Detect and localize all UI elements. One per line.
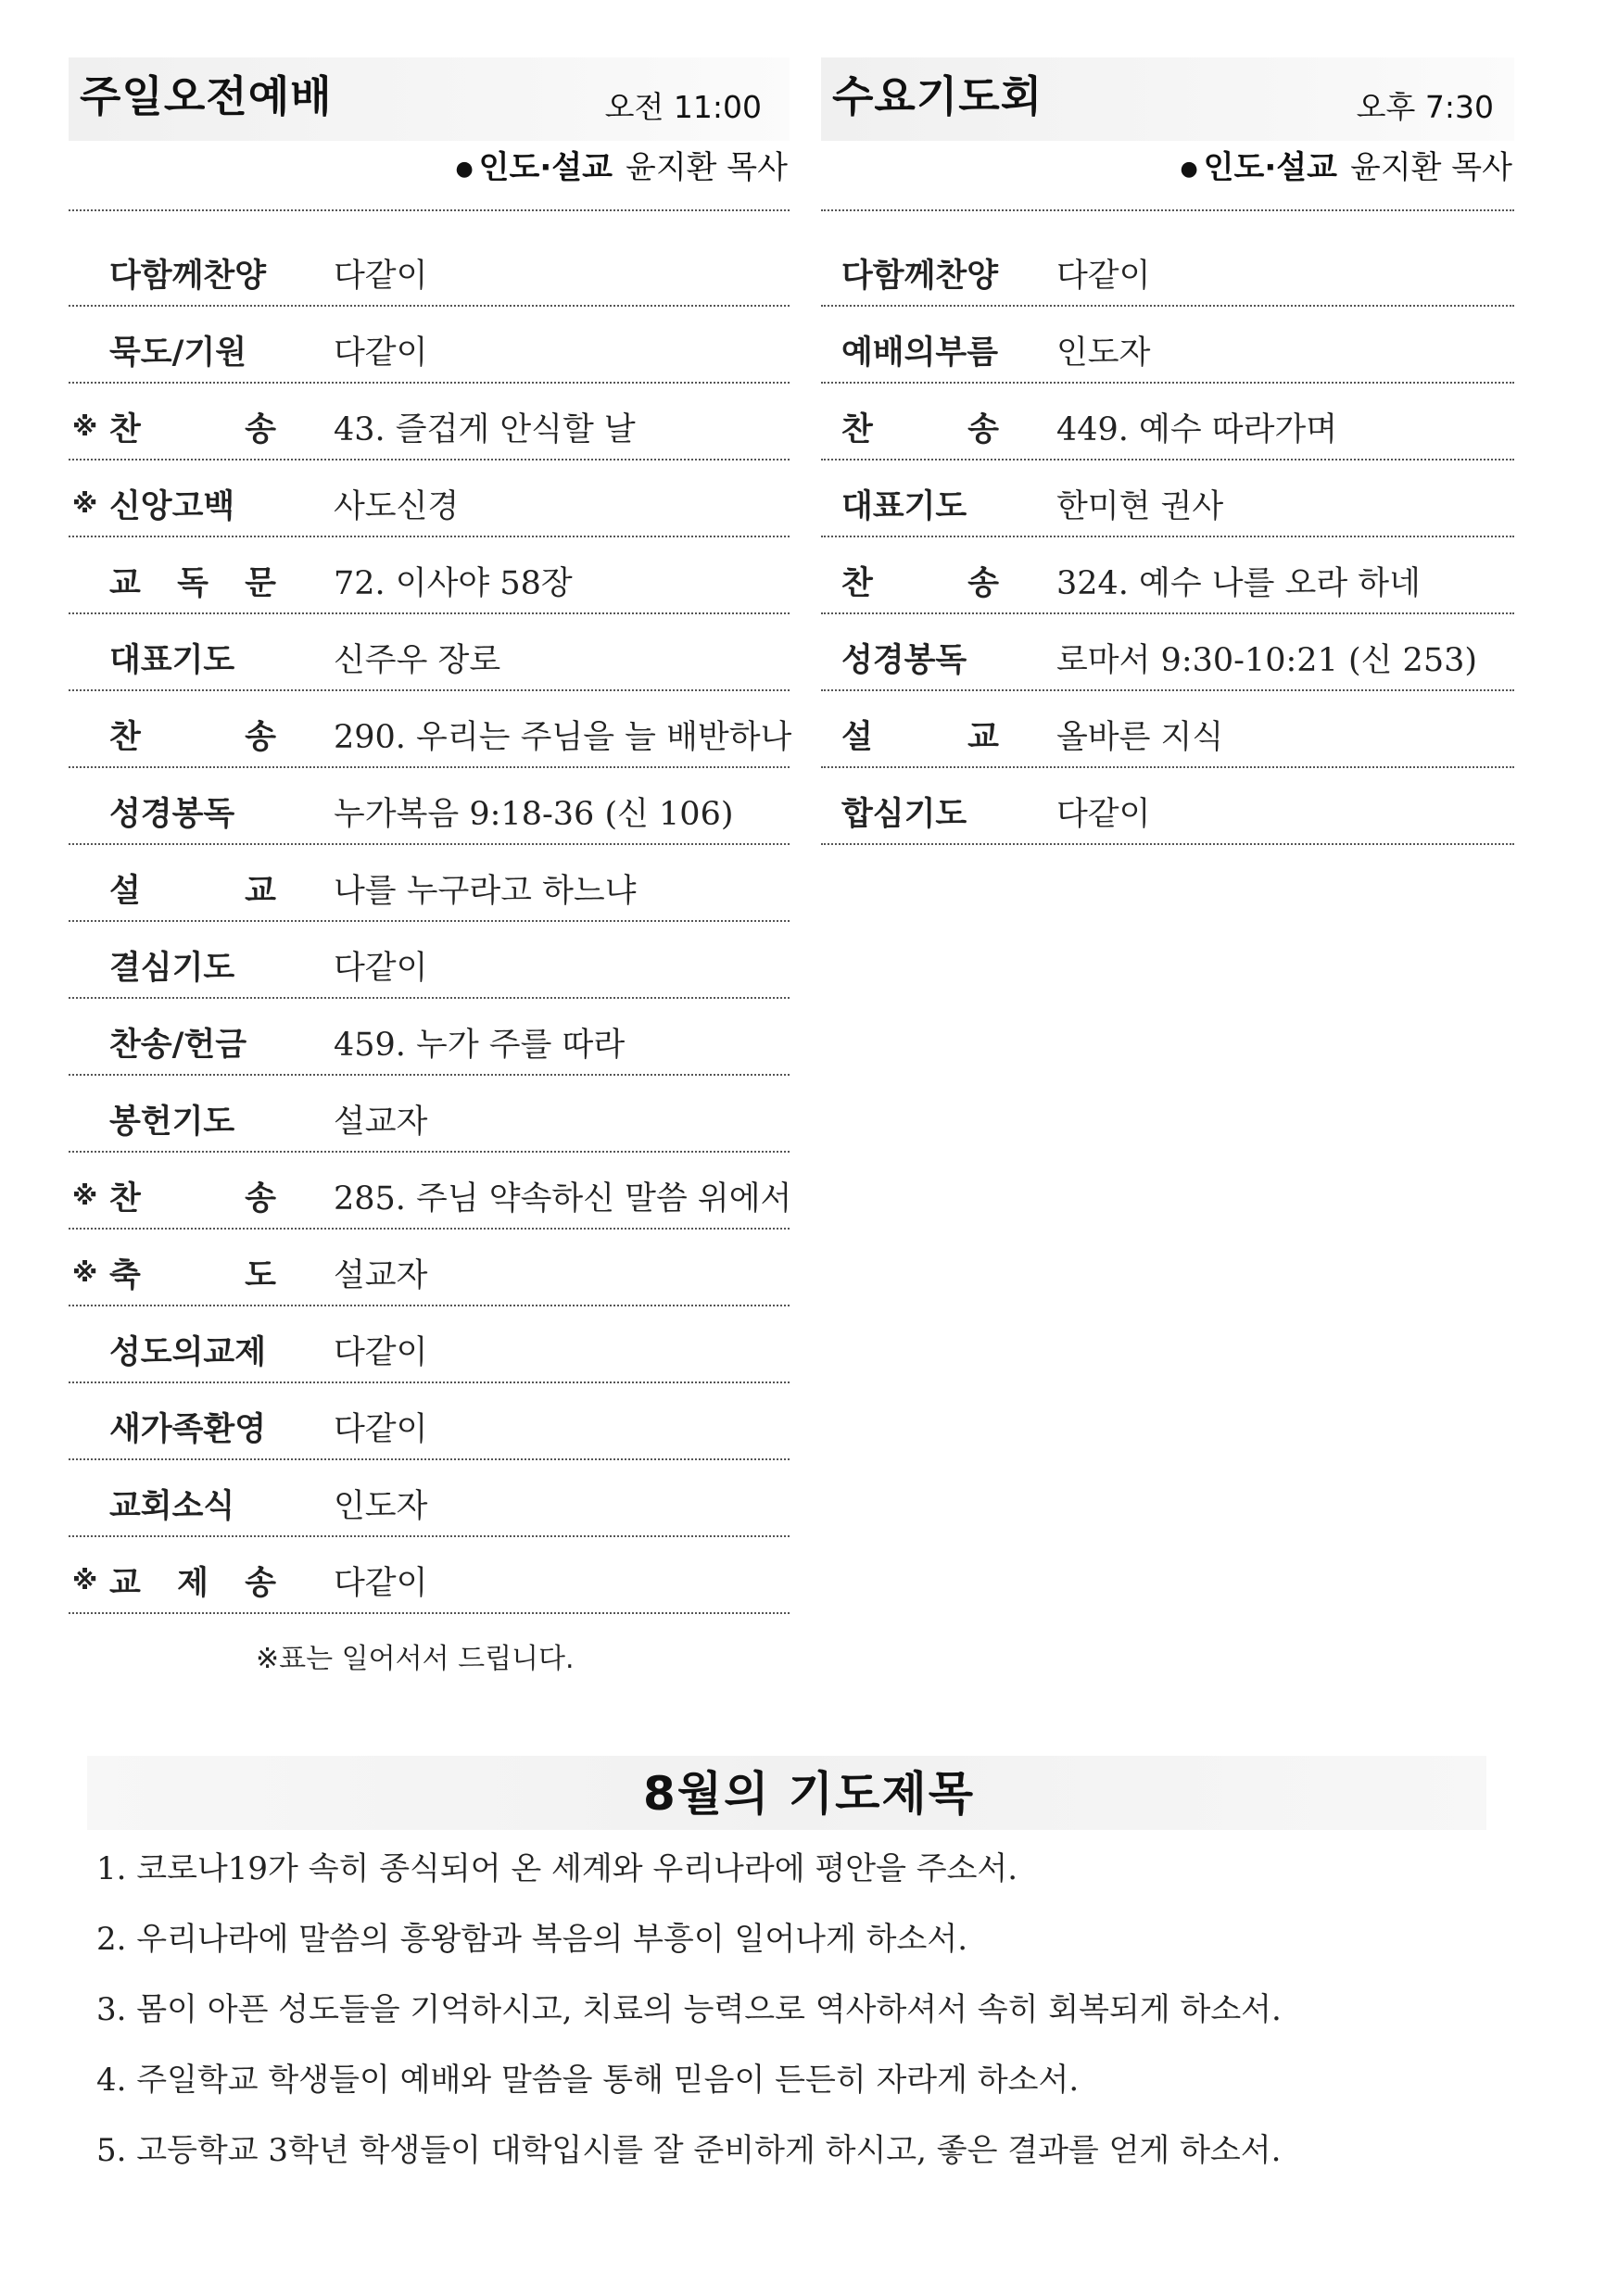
order-value: 인도자	[334, 1488, 428, 1525]
order-row	[69, 922, 790, 999]
order-row	[69, 1537, 790, 1614]
order-row	[69, 691, 790, 768]
order-row	[69, 384, 790, 460]
order-label: 합심기도	[841, 796, 967, 833]
prayer-list	[96, 1844, 1282, 2196]
standing-note: ※표는 일어서서 드립니다.	[256, 1643, 575, 1675]
wednesday-service-title: 수요기도회	[832, 71, 1043, 121]
prayer-item: 5. 고등학교 3학년 학생들이 대학입시를 잘 준비하게 하시고, 좋은 결과를 얻게 하소서.	[96, 2132, 1282, 2169]
wednesday-order-list	[821, 230, 1514, 845]
wednesday-leader-role: 인도·설교	[1203, 149, 1337, 186]
wednesday-service-section	[821, 57, 1514, 845]
standing-mark: ※	[72, 411, 98, 442]
sunday-leader-role: 인도·설교	[478, 149, 613, 186]
order-label: 교 제 송	[109, 1565, 276, 1602]
order-label: 축 도	[109, 1257, 276, 1294]
order-value: 459. 누가 주를 따라	[334, 1027, 626, 1064]
sunday-service-time: 오전 11:00	[604, 89, 762, 125]
prayer-item: 3. 몸이 아픈 성도들을 기억하시고, 치료의 능력으로 역사하셔서 속히 회복되게 하소서.	[96, 1991, 1282, 2028]
order-row	[69, 614, 790, 691]
order-row	[69, 537, 790, 614]
order-value: 한미현 권사	[1056, 488, 1224, 525]
bullet-icon: ●	[1180, 157, 1198, 181]
order-label: 성경봉독	[109, 796, 235, 833]
order-value: 나를 누구라고 하느냐	[334, 873, 637, 910]
order-label: 교회소식	[109, 1488, 235, 1525]
order-label: 설 교	[841, 719, 999, 756]
order-value: 다같이	[334, 1334, 428, 1371]
order-value: 다같이	[334, 950, 428, 987]
order-value: 72. 이사야 58장	[334, 565, 573, 602]
divider	[69, 209, 790, 230]
order-value: 다같이	[334, 258, 428, 295]
order-row	[69, 230, 790, 307]
order-label: 찬 송	[841, 411, 999, 448]
sunday-title-band	[69, 57, 790, 141]
order-label: 다함께찬양	[109, 258, 267, 295]
order-row	[821, 768, 1514, 845]
order-row	[821, 384, 1514, 460]
sunday-leader-line	[69, 145, 790, 209]
order-value: 로마서 9:30-10:21 (신 253)	[1056, 642, 1478, 679]
bullet-icon: ●	[455, 157, 474, 181]
wednesday-service-time: 오후 7:30	[1356, 89, 1494, 125]
sunday-service-section	[69, 57, 790, 1614]
order-value: 설교자	[334, 1104, 428, 1141]
order-row	[821, 230, 1514, 307]
order-row	[69, 1460, 790, 1537]
order-value: 다같이	[334, 1565, 428, 1602]
order-value: 다같이	[334, 1411, 428, 1448]
order-row	[821, 307, 1514, 384]
order-value: 사도신경	[334, 488, 460, 525]
order-label: 성도의교제	[109, 1334, 267, 1371]
order-label: 결심기도	[109, 950, 235, 987]
order-label: 찬송/헌금	[109, 1027, 247, 1064]
order-value: 올바른 지식	[1056, 719, 1224, 756]
wednesday-leader-name: 윤지환 목사	[1349, 149, 1512, 186]
order-row	[69, 460, 790, 537]
prayer-item: 1. 코로나19가 속히 종식되어 온 세계와 우리나라에 평안을 주소서.	[96, 1850, 1018, 1887]
order-value: 다같이	[1056, 258, 1151, 295]
standing-mark: ※	[72, 1257, 98, 1288]
order-row	[69, 1306, 790, 1383]
order-value: 449. 예수 따라가며	[1056, 411, 1338, 448]
order-label: 대표기도	[109, 642, 235, 679]
order-value: 설교자	[334, 1257, 428, 1294]
wednesday-title-band	[821, 57, 1514, 141]
order-label: 봉헌기도	[109, 1104, 235, 1141]
order-label: 새가족환영	[109, 1411, 267, 1448]
order-row	[69, 1153, 790, 1230]
order-label: 성경봉독	[841, 642, 967, 679]
order-label: 찬 송	[841, 565, 999, 602]
order-value: 누가복음 9:18-36 (신 106)	[334, 796, 734, 833]
order-row	[69, 1076, 790, 1153]
order-row	[69, 768, 790, 845]
prayer-item: 2. 우리나라에 말씀의 흥왕함과 복음의 부흥이 일어나게 하소서.	[96, 1921, 967, 1958]
order-row	[69, 999, 790, 1076]
order-row	[69, 845, 790, 922]
sunday-leader-name: 윤지환 목사	[625, 149, 788, 186]
order-row	[821, 691, 1514, 768]
order-row	[69, 307, 790, 384]
wednesday-leader-line	[821, 145, 1514, 209]
order-label: 예배의부름	[841, 334, 999, 372]
order-row	[69, 1230, 790, 1306]
order-value: 다같이	[1056, 796, 1151, 833]
order-label: 찬 송	[109, 719, 276, 756]
prayer-item: 4. 주일학교 학생들이 예배와 말씀을 통해 믿음이 든든히 자라게 하소서.	[96, 2062, 1080, 2099]
order-label: 설 교	[109, 873, 276, 910]
standing-mark: ※	[72, 1180, 98, 1211]
order-label: 다함께찬양	[841, 258, 999, 295]
order-value: 43. 즐겁게 안식할 날	[334, 411, 636, 448]
order-value: 인도자	[1056, 334, 1151, 372]
order-label: 교 독 문	[109, 565, 276, 602]
order-label: 신앙고백	[109, 488, 235, 525]
order-row	[821, 537, 1514, 614]
standing-mark: ※	[72, 1565, 98, 1596]
prayer-title: 8월의 기도제목	[643, 1767, 975, 1821]
order-row	[821, 460, 1514, 537]
order-value: 다같이	[334, 334, 428, 372]
order-value: 285. 주님 약속하신 말씀 위에서	[334, 1180, 792, 1217]
order-label: 묵도/기원	[109, 334, 247, 372]
order-label: 찬 송	[109, 411, 276, 448]
order-value: 324. 예수 나를 오라 하네	[1056, 565, 1421, 602]
sunday-service-title: 주일오전예배	[80, 71, 333, 121]
order-row	[69, 1383, 790, 1460]
order-row	[821, 614, 1514, 691]
order-label: 대표기도	[841, 488, 967, 525]
divider	[821, 209, 1514, 230]
sunday-order-list	[69, 230, 790, 1614]
order-label: 찬 송	[109, 1180, 276, 1217]
order-value: 290. 우리는 주님을 늘 배반하나	[334, 719, 792, 756]
order-value: 신주우 장로	[334, 642, 501, 679]
standing-mark: ※	[72, 488, 98, 519]
